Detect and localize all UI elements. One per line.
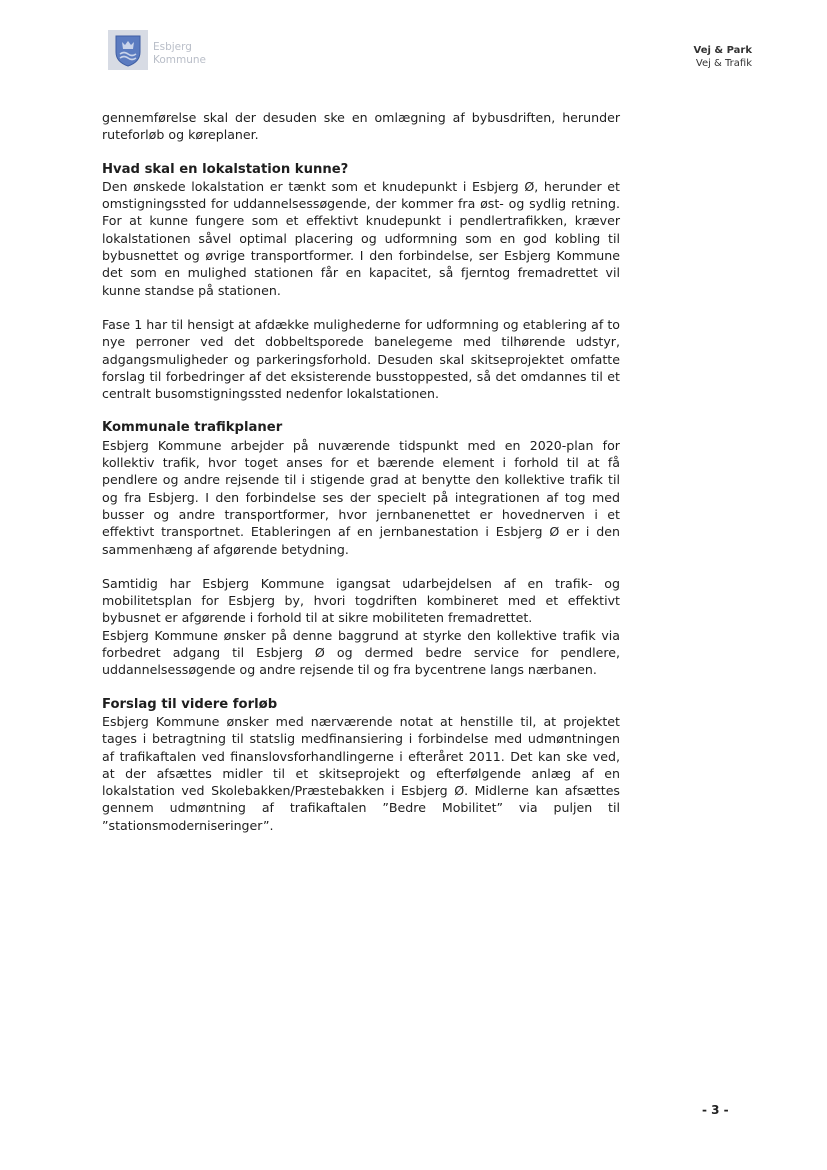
department-name: Vej & Park	[693, 45, 752, 56]
section-heading-lokalstation: Hvad skal en lokalstation kunne?	[102, 161, 349, 177]
division-name: Vej & Trafik	[695, 58, 752, 69]
section-heading-trafikplaner: Kommunale trafikplaner	[102, 420, 283, 436]
esbjerg-coat-of-arms-icon	[108, 30, 148, 70]
logo-line-1: Esbjerg	[153, 41, 192, 53]
paragraph-2020-plan: Esbjerg Kommune arbejder på nuværende tidspunkt med en 2020-plan for kollektiv trafik, hvor toget anses for et bærende element i forhold til at få pendlere og andre rejsende til i stigende grad at benytte den kollektive trafik til og fra Esbjerg. I den forbindelse ses der specielt på integrationen af tog med busser og andre transportformer, hvor jernbanenettet er hovednerven i et effektivt transportnet. Etableringen af en jernbanestation i Esbjerg Ø er i den sammenhæng af afgørende betydning.	[102, 437, 620, 557]
section-heading-videre-forloeb: Forslag til videre forløb	[102, 696, 278, 712]
paragraph-lokalstation: Den ønskede lokalstation er tænkt som et knudepunkt i Esbjerg Ø, herunder et omstigningssted for uddannelsessøgende, der kommer fra øst- og sydlig retning. For at kunne fungere som et effektivt knudepunkt i pendlertrafikken, kræver lokalstationen såvel optimal placering og udformning som en god kobling til bybusnettet og øvrige transportformer. I den forbindelse, ser Esbjerg Kommune det som en mulighed stationen får en kapacitet, så fjerntog fremadrettet vil kunne standse på stationen.	[102, 178, 620, 298]
paragraph-continuation: gennemførelse skal der desuden ske en omlægning af bybusdriften, herunder ruteforløb og køreplaner.	[102, 110, 620, 143]
logo-line-2: Kommune	[153, 53, 207, 66]
logo-wordmark	[153, 41, 206, 66]
paragraph-mobilitetsplan: Samtidig har Esbjerg Kommune igangsat udarbejdelsen af en trafik- og mobilitetsplan for Esbjerg by, hvori togdriften kombineret med et effektivt bybusnet er afgørende i forhold til at sikre mobiliteten fremadrettet.	[102, 575, 620, 626]
paragraph-styrke-kollektiv-trafik: Esbjerg Kommune ønsker på denne baggrund at styrke den kollektive trafik via forbedret adgang til Esbjerg Ø og dermed bedre service for pendlere, uddannelsessøgende og andre rejsende til og fra bycentrene langs nærbanen.	[102, 627, 620, 678]
department-header	[694, 44, 752, 70]
paragraph-forslag: Esbjerg Kommune ønsker med nærværende notat at henstille til, at projektet tages i betragtning til statslig medfinansiering i forbindelse med udmøntningen af trafikaftalen ved finanslovsforhandlingerne i efteråret 2011. Det kan ske ved, at der afsættes midler til et skitseprojekt og efterfølgende anlæg af en lokalstation ved Skolebakken/Præstebakken i Esbjerg Ø. Midlerne kan afsættes gennem udmøntning af trafikaftalen ”Bedre Mobilitet” via puljen til ”stationsmoderniseringer”.	[102, 713, 620, 833]
body-content	[102, 109, 620, 834]
paragraph-fase-1: Fase 1 har til hensigt at afdække mulighederne for udformning og etablering af to nye perroner ved det dobbeltsporede banelegeme med tilhørende udstyr, adgangsmuligheder og parkeringsforhold. Desuden skal skitseprojektet omfatte forslag til forbedringer af det eksisterende busstoppested, så det omdannes til et centralt busomstigningssted nedenfor lokalstationen.	[102, 316, 620, 402]
page-number: - 3 -	[702, 1103, 729, 1117]
